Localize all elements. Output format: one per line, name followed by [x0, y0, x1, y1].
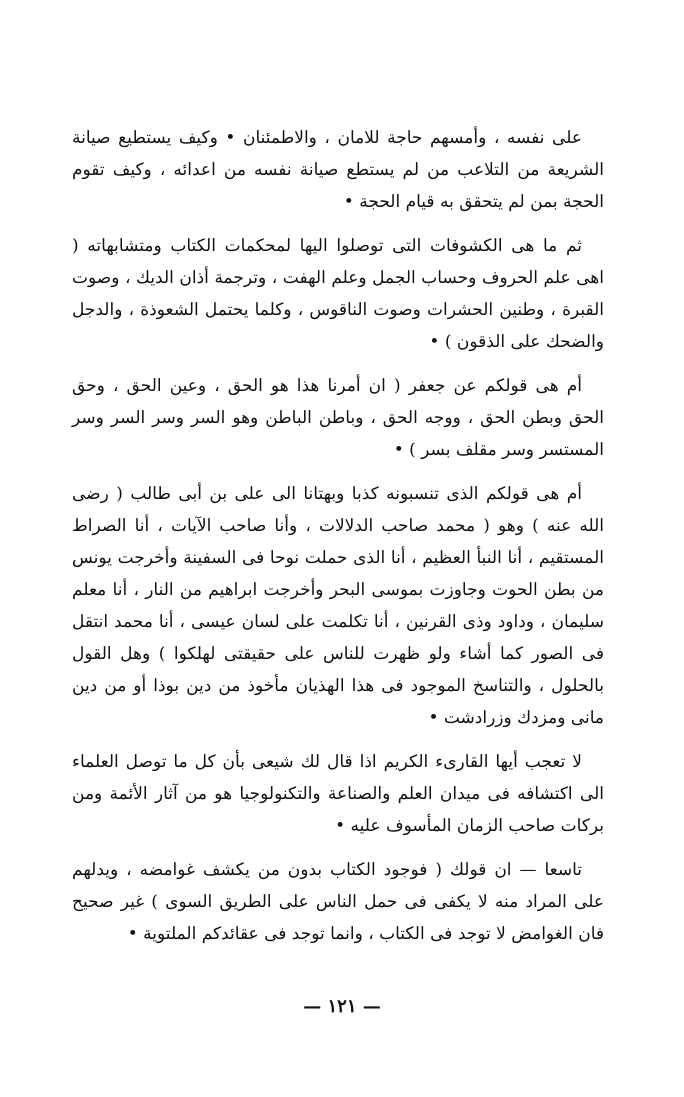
paragraph-4: أم هى قولكم الذى تنسبونه كذبا وبهتانا الى على بن أبى طالب ( رضى الله عنه ) وهو ( محمد صاحب الدلالات ، وأنا صاحب الآيات ، أنا الصراط المستقيم ، أنا النبأ العظيم ، أنا الذى حملت نوحا فى السفينة وأخرجت يونس من بطن الحوت وجاوزت بموسى البحر وأخرجت ابراهيم من النار ، أنا معلم سليمان ، وداود وذى القرنين ، أنا تكلمت على لسان عيسى ، أنا محمد انتقل فى الصور كما أشاء ولو ظهرت للناس على حقيقتى لهلكوا ) وهل القول بالحلول ، والتناسخ الموجود فى هذا الهذيان مأخوذ من دين بوذا أو من دين مانى ومزدك وزرادشت •: [72, 484, 604, 728]
page-body: [72, 122, 604, 962]
paragraph-3: أم هى قولكم عن جعفر ( ان أمرنا هذا هو الحق ، وعين الحق ، وحق الحق وبطن الحق ، ووجه الحق ، وباطن الباطن وهو السر وسر السر وسر المستسر وسر مقلف بسر ) •: [72, 376, 604, 460]
paragraph-6: تاسعا — ان قولك ( فوجود الكتاب بدون من يكشف غوامضه ، ويدلهم على المراد منه لا يكفى فى حمل الناس على الطريق السوى ) غير صحيح فان الغوامض لا توجد فى الكتاب ، وانما توجد فى عقائدكم الملتوية •: [72, 860, 604, 944]
paragraph-1: على نفسه ، وأمسهم حاجة للامان ، والاطمئنان • وكيف يستطيع صيانة الشريعة من التلاعب من لم يستطع صيانة نفسه من اعدائه ، وكيف تقوم الحجة بمن لم يتحقق به قيام الحجة •: [72, 128, 604, 212]
paragraph-2: ثم ما هى الكشوفات التى توصلوا اليها لمحكمات الكتاب ومتشابهاته ( اهى علم الحروف وحساب الجمل وعلم الهفت ، وترجمة أذان الديك ، وصوت القبرة ، وطنين الحشرات وصوت الناقوس ، وكلما يحتمل الشعوذة ، والدجل والضحك على الذقون ) •: [72, 236, 604, 352]
paragraph-5: لا تعجب أيها القارىء الكريم اذا قال لك شيعى بأن كل ما توصل العلماء الى اكتشافه فى ميدان العلم والصناعة والتكنولوجيا هو من آثار الأئمة ومن بركات صاحب الزمان المأسوف عليه •: [72, 752, 604, 836]
page-number: — ١٢١ —: [303, 996, 381, 1017]
